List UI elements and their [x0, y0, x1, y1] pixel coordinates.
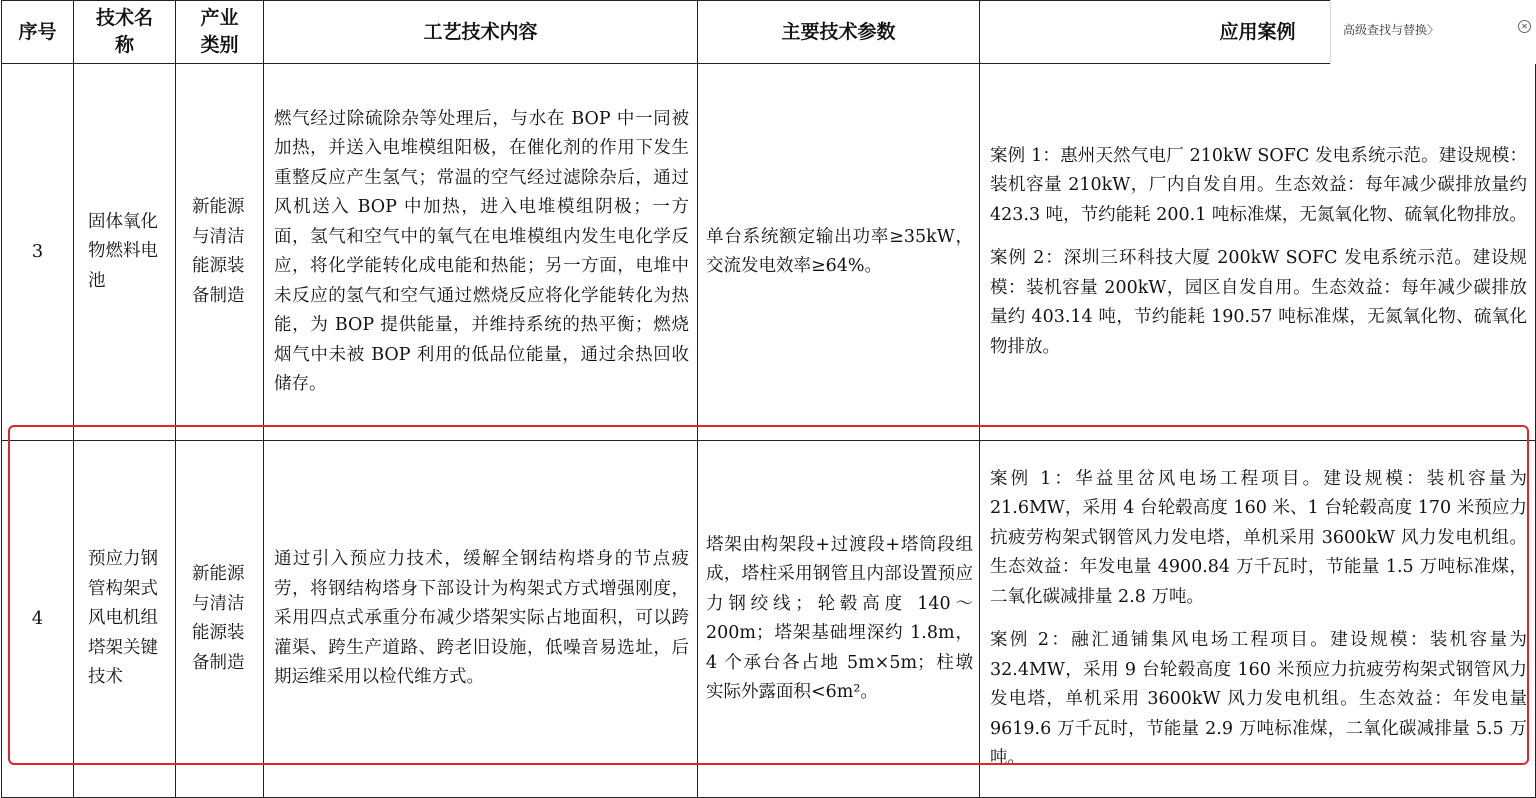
case-item: 案例 2：融汇通铺集风电场工程项目。建设规模：装机容量为 32.4MW，采用 9 台轮毂高度 160 米预应力抗疲劳构架式钢管风力发电塔，单机采用 3600kW 风力发电机组。生态效益：年发电量 9619.6 万千瓦时，节能量 2.9 万吨标准煤，二氧化碳减排量 5.5 万吨。: [990, 630, 1527, 768]
process-content: 通过引入预应力技术，缓解全钢结构塔身的节点疲劳，将钢结构塔身下部设计为构架式方式增强刚度，采用四点式承重分布减少塔架实际占地面积，可以跨灌渠、跨生产道路、跨老旧设施，低噪音易选址，后期运维采用以检代维方式。: [264, 441, 698, 798]
row-number: 3: [2, 64, 74, 441]
advanced-find-replace-link[interactable]: 高级查找与替换〉: [1343, 23, 1440, 37]
header-cases: 应用案例: [980, 1, 1536, 64]
case-item: 案例 1：华益里岔风电场工程项目。建设规模：装机容量为 21.6MW，采用 4 台轮毂高度 160 米、1 台轮毂高度 170 米预应力抗疲劳构架式钢管风力发电塔，单机采用 3600kW 风力发电机组。生态效益：年发电量 4900.84 万千瓦时，节能量 1.5 万吨标准煤，二氧化碳减排量 2.8 万吨。: [990, 468, 1527, 607]
header-name: 技术名称: [74, 1, 176, 64]
find-panel: [1330, 0, 1536, 64]
tech-table: [1, 0, 1536, 798]
case-item: 案例 2：深圳三环科技大厦 200kW SOFC 发电系统示范。建设规模：装机容量 200kW，园区自发自用。生态效益：每年减少碳排放量约 403.14 吨，节约能耗 190.57 吨标准煤，无氮氧化物、硫氧化物排放。: [990, 248, 1527, 357]
header-params: 主要技术参数: [698, 1, 980, 64]
table-row: [2, 441, 1536, 798]
tech-name: 固体氧化物燃料电池: [74, 64, 176, 441]
industry-category: 新能源与清洁能源装备制造: [176, 441, 264, 798]
close-icon[interactable]: ✕: [1518, 20, 1531, 33]
industry-category: 新能源与清洁能源装备制造: [176, 64, 264, 441]
header-process: 工艺技术内容: [264, 1, 698, 64]
application-cases: [980, 441, 1536, 798]
application-cases: [980, 64, 1536, 441]
case-item: 案例 1：惠州天然气电厂 210kW SOFC 发电系统示范。建设规模：装机容量 210kW，厂内自发自用。生态效益：每年减少碳排放量约 423.3 吨，节约能耗 200.1 吨标准煤，无氮氧化物、硫氧化物排放。: [990, 145, 1527, 225]
header-row: [2, 1, 1536, 64]
tech-name: 预应力钢管构架式风电机组塔架关键技术: [74, 441, 176, 798]
header-industry: 产业类别: [176, 1, 264, 64]
table-row: [2, 64, 1536, 441]
process-content: 燃气经过除硫除杂等处理后，与水在 BOP 中一同被加热，并送入电堆模组阳极，在催化剂的作用下发生重整反应产生氢气；常温的空气经过滤除杂后，通过风机送入 BOP 中加热，进入电堆模组阴极；一方面，氢气和空气中的氧气在电堆模组内发生电化学反应，将化学能转化成电能和热能；另一方面，电堆中未反应的氢气和空气通过燃烧反应将化学能转化为热能，为 BOP 提供能量，并维持系统的热平衡；燃烧烟气中未被 BOP 利用的低品位能量，通过余热回收储存。: [264, 64, 698, 441]
header-no: 序号: [2, 1, 74, 64]
tech-params: 塔架由构架段+过渡段+塔筒段组成，塔柱采用钢管且内部设置预应力钢绞线；轮毂高度 140～200m；塔架基础埋深约 1.8m，4 个承台各占地 5m×5m；柱墩实际外露面积<6m²。: [698, 441, 980, 798]
row-number: 4: [2, 441, 74, 798]
tech-params: 单台系统额定输出功率≥35kW，交流发电效率≥64%。: [698, 64, 980, 441]
